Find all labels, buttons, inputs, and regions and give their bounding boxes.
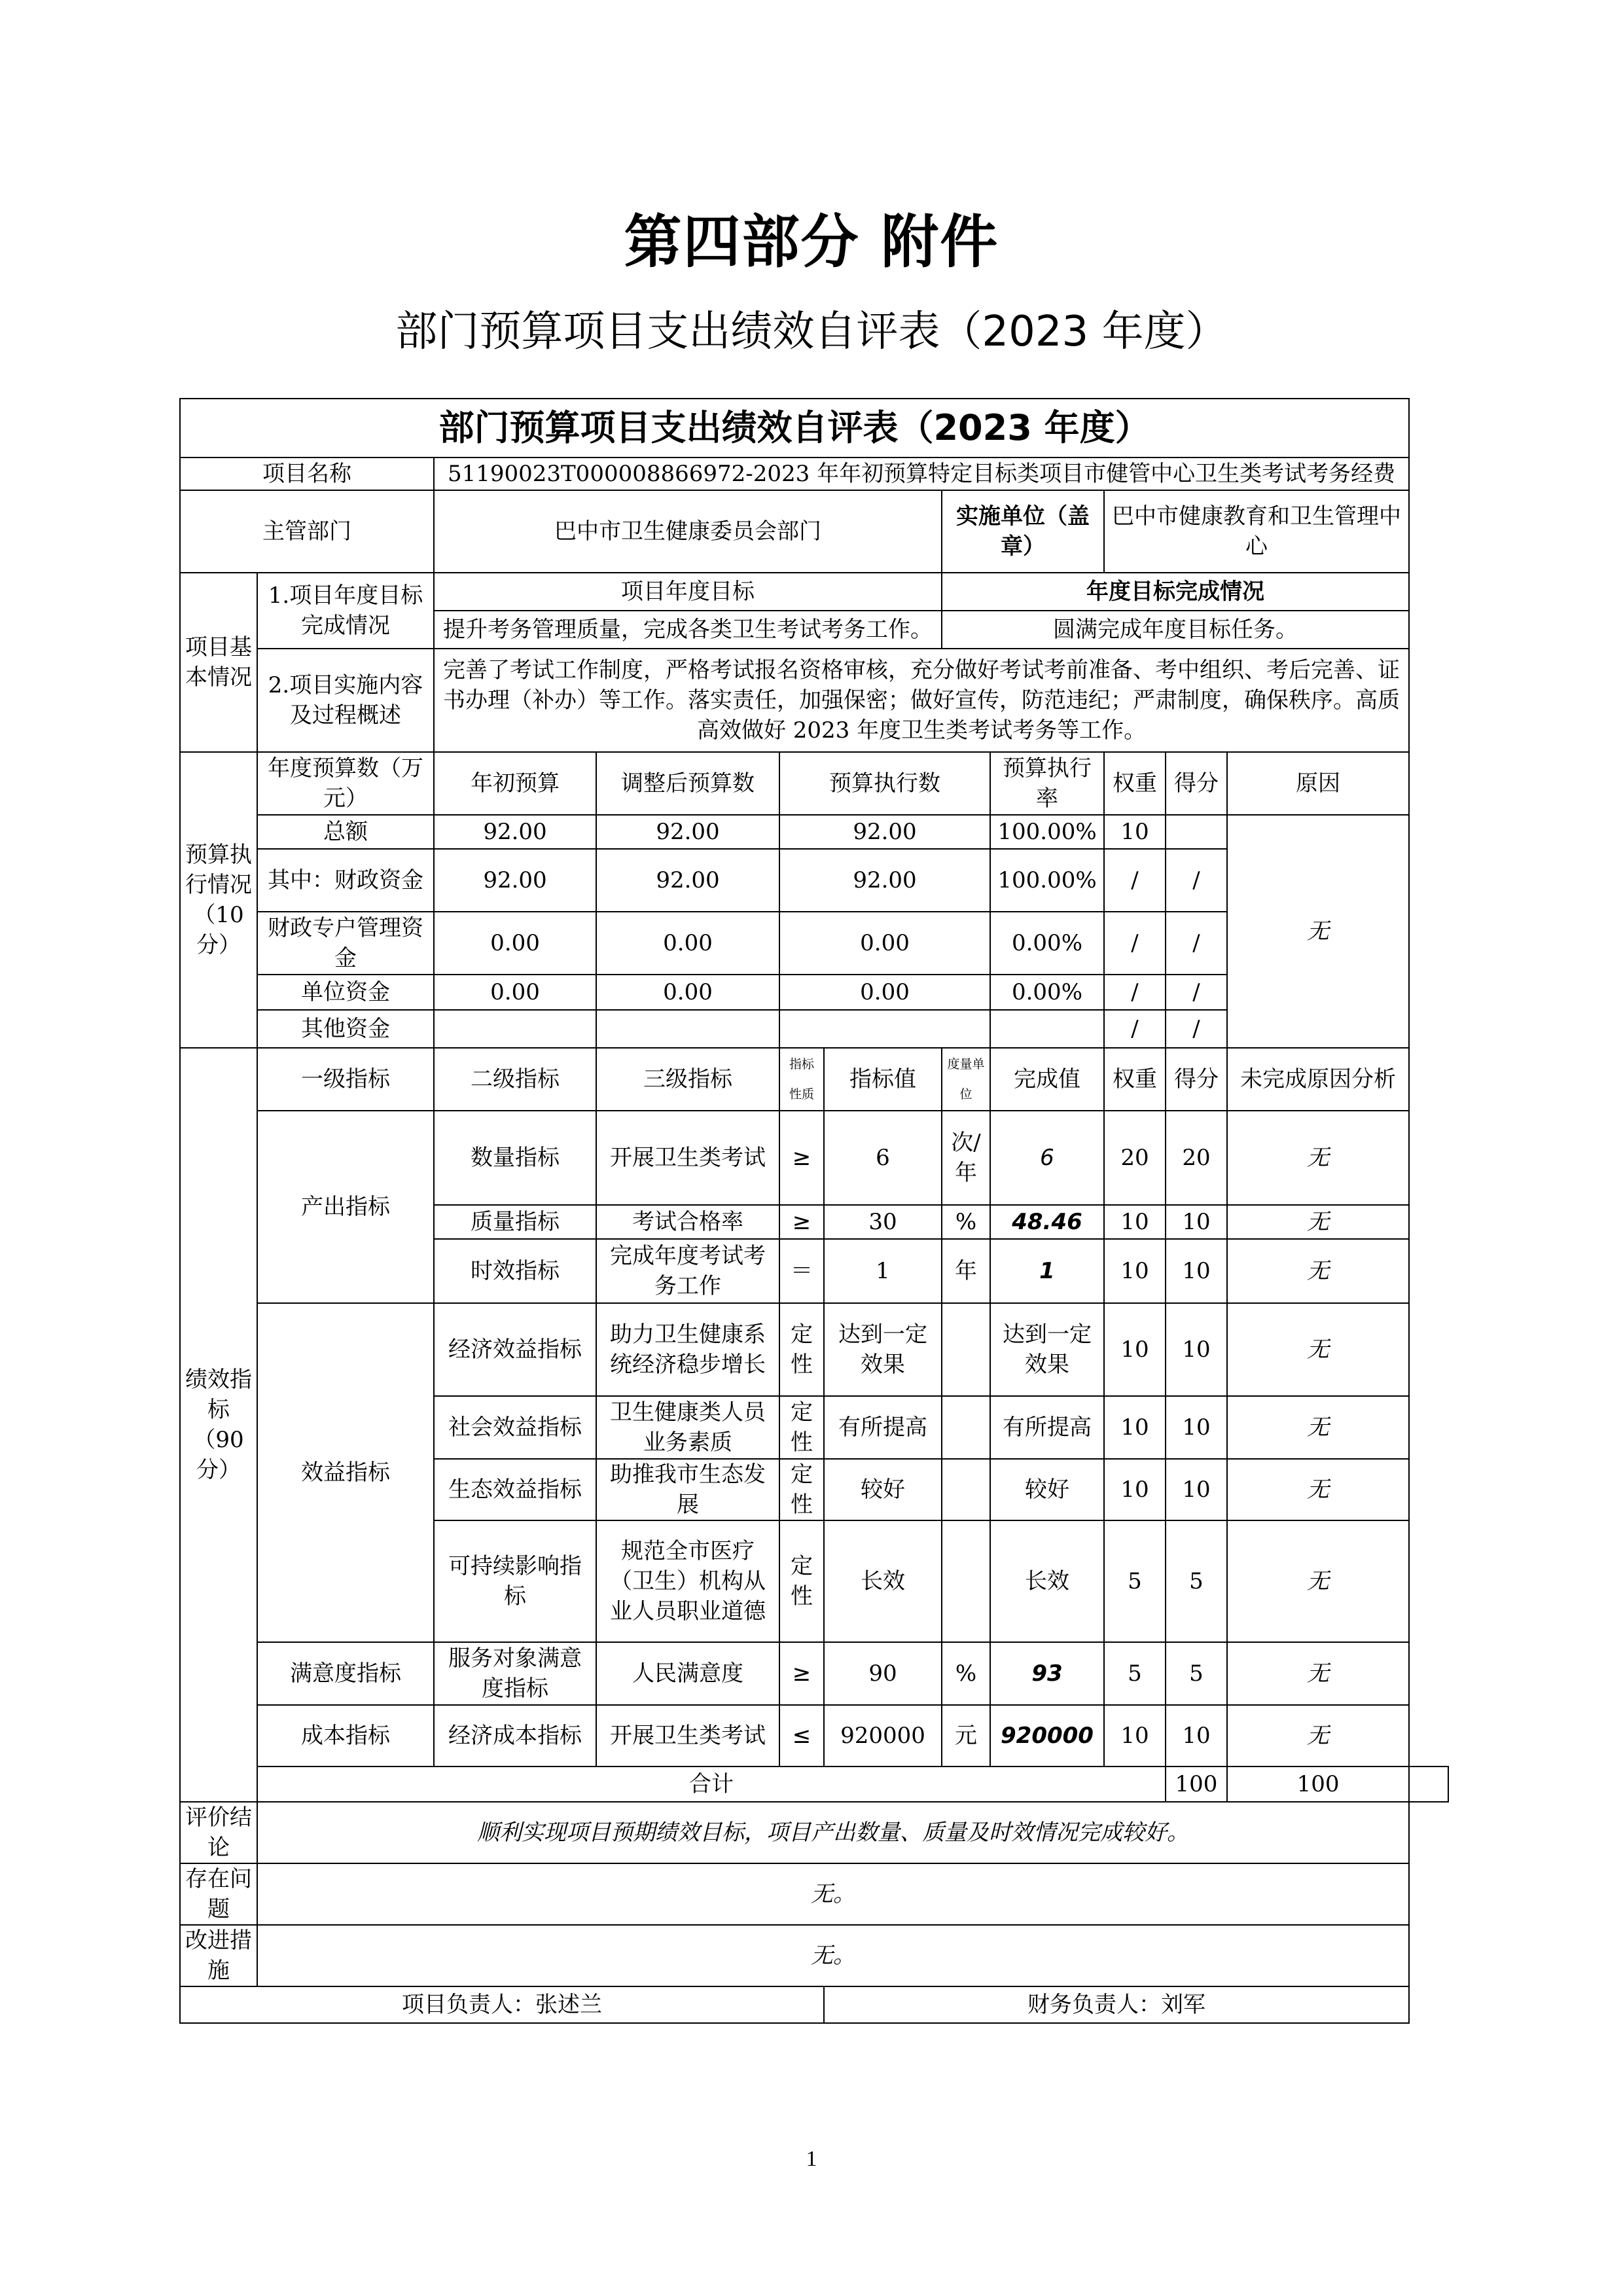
perf-weight: 10 [1104, 1396, 1166, 1459]
budget-adjusted: 92.00 [596, 849, 779, 912]
total-weight: 100 [1166, 1767, 1227, 1802]
perf-actual: 长效 [990, 1520, 1104, 1642]
perf-nature: ＝ [779, 1239, 824, 1303]
perf-header: 指标值 [824, 1048, 942, 1111]
budget-executed: 0.00 [779, 975, 990, 1010]
perf-weight: 10 [1104, 1205, 1166, 1239]
perf-value: 有所提高 [824, 1396, 942, 1459]
budget-reason: 无 [1227, 815, 1409, 1048]
perf-l2: 经济成本指标 [434, 1705, 596, 1767]
budget-row-label: 其中：财政资金 [257, 849, 434, 912]
goal-row-label: 1.项目年度目标完成情况 [257, 573, 434, 649]
budget-weight: / [1104, 849, 1166, 912]
perf-value: 长效 [824, 1520, 942, 1642]
perf-header: 一级指标 [257, 1048, 434, 1111]
perf-score: 10 [1166, 1303, 1227, 1396]
perf-nature: ≥ [779, 1205, 824, 1239]
dept-label: 主管部门 [180, 490, 434, 573]
perf-value: 1 [824, 1239, 942, 1303]
impl-unit-label: 实施单位（盖章） [942, 490, 1104, 573]
budget-row-label: 其他资金 [257, 1010, 434, 1048]
perf-l3: 考试合格率 [596, 1205, 779, 1239]
budget-row-label: 总额 [257, 815, 434, 849]
budget-adjusted [596, 1010, 779, 1048]
budget-initial: 92.00 [434, 815, 596, 849]
budget-header: 年初预算 [434, 752, 596, 815]
finance-leader: 财务负责人：刘军 [824, 1986, 1409, 2023]
process-text: 完善了考试工作制度，严格考试报名资格审核，充分做好考试考前准备、考中组织、考后完善、证书办理（补办）等工作。落实责任，加强保密；做好宣传，防范违纪；严肃制度，确保秩序。高质高效做好 2023 年度卫生类考试考务等工作。 [434, 649, 1409, 752]
budget-header: 预算执行率 [990, 752, 1104, 815]
project-name-label: 项目名称 [180, 457, 434, 490]
budget-executed: 92.00 [779, 815, 990, 849]
perf-reason: 无 [1227, 1303, 1409, 1396]
perf-group-cost: 成本指标 [257, 1705, 434, 1767]
perf-actual: 有所提高 [990, 1396, 1104, 1459]
perf-header: 未完成原因分析 [1227, 1048, 1409, 1111]
perf-score: 10 [1166, 1205, 1227, 1239]
perf-header: 权重 [1104, 1048, 1166, 1111]
perf-weight: 10 [1104, 1705, 1166, 1767]
budget-rate: 100.00% [990, 849, 1104, 912]
budget-row-label: 财政专户管理资金 [257, 912, 434, 975]
perf-l2: 生态效益指标 [434, 1459, 596, 1520]
budget-weight: / [1104, 975, 1166, 1010]
perf-actual: 48.46 [990, 1205, 1104, 1239]
impl-unit-value: 巴中市健康教育和卫生管理中心 [1104, 490, 1409, 573]
perf-l2: 时效指标 [434, 1239, 596, 1303]
perf-unit [942, 1459, 990, 1520]
page-number: 1 [806, 2147, 817, 2171]
budget-row-label: 单位资金 [257, 975, 434, 1010]
budget-initial [434, 1010, 596, 1048]
perf-group-satisfaction: 满意度指标 [257, 1642, 434, 1705]
budget-adjusted: 0.00 [596, 912, 779, 975]
budget-score [1166, 815, 1227, 849]
perf-header: 三级指标 [596, 1048, 779, 1111]
budget-initial: 0.00 [434, 912, 596, 975]
perf-nature: 定性 [779, 1520, 824, 1642]
perf-l2: 质量指标 [434, 1205, 596, 1239]
total-score: 100 [1227, 1767, 1409, 1802]
perf-actual: 1 [990, 1239, 1104, 1303]
budget-header: 年度预算数（万元） [257, 752, 434, 815]
perf-actual: 920000 [990, 1705, 1104, 1767]
dept-value: 巴中市卫生健康委员会部门 [434, 490, 942, 573]
perf-value: 6 [824, 1111, 942, 1205]
budget-score: / [1166, 912, 1227, 975]
perf-l2: 服务对象满意度指标 [434, 1642, 596, 1705]
problems-label: 存在问题 [180, 1863, 257, 1925]
perf-l3: 开展卫生类考试 [596, 1705, 779, 1767]
budget-header: 原因 [1227, 752, 1409, 815]
budget-executed: 0.00 [779, 912, 990, 975]
perf-nature: ≤ [779, 1705, 824, 1767]
budget-rate: 0.00% [990, 912, 1104, 975]
perf-actual: 达到一定效果 [990, 1303, 1104, 1396]
perf-reason: 无 [1227, 1239, 1409, 1303]
perf-score: 10 [1166, 1396, 1227, 1459]
perf-l3: 助推我市生态发展 [596, 1459, 779, 1520]
goal-text: 提升考务管理质量，完成各类卫生考试考务工作。 [434, 611, 942, 649]
budget-header: 得分 [1166, 752, 1227, 815]
perf-unit: % [942, 1642, 990, 1705]
perf-actual: 较好 [990, 1459, 1104, 1520]
perf-unit: 年 [942, 1239, 990, 1303]
perf-header: 二级指标 [434, 1048, 596, 1111]
perf-unit [942, 1303, 990, 1396]
budget-adjusted: 92.00 [596, 815, 779, 849]
budget-header: 预算执行数 [779, 752, 990, 815]
total-blank [1409, 1767, 1448, 1802]
perf-header: 完成值 [990, 1048, 1104, 1111]
perf-reason: 无 [1227, 1396, 1409, 1459]
perf-l3: 开展卫生类考试 [596, 1111, 779, 1205]
perf-nature: 定性 [779, 1396, 824, 1459]
perf-unit: % [942, 1205, 990, 1239]
perf-l3: 规范全市医疗（卫生）机构从业人员职业道德 [596, 1520, 779, 1642]
perf-weight: 10 [1104, 1459, 1166, 1520]
budget-header: 调整后预算数 [596, 752, 779, 815]
perf-value: 30 [824, 1205, 942, 1239]
conclusion-text: 顺利实现项目预期绩效目标，项目产出数量、质量及时效情况完成较好。 [257, 1802, 1409, 1863]
perf-nature: ≥ [779, 1642, 824, 1705]
perf-reason: 无 [1227, 1459, 1409, 1520]
budget-adjusted: 0.00 [596, 975, 779, 1010]
perf-score: 10 [1166, 1239, 1227, 1303]
perf-reason: 无 [1227, 1111, 1409, 1205]
completion-text: 圆满完成年度目标任务。 [942, 611, 1409, 649]
project-leader: 项目负责人：张述兰 [180, 1986, 824, 2023]
perf-nature: ≥ [779, 1111, 824, 1205]
perf-reason: 无 [1227, 1642, 1409, 1705]
perf-reason: 无 [1227, 1205, 1409, 1239]
goal-header: 项目年度目标 [434, 573, 942, 611]
budget-executed: 92.00 [779, 849, 990, 912]
perf-nature: 定性 [779, 1459, 824, 1520]
budget-header: 权重 [1104, 752, 1166, 815]
process-label: 2.项目实施内容及过程概述 [257, 649, 434, 752]
perf-weight: 10 [1104, 1239, 1166, 1303]
perf-l3: 人民满意度 [596, 1642, 779, 1705]
perf-reason: 无 [1227, 1520, 1409, 1642]
perf-unit: 次/年 [942, 1111, 990, 1205]
budget-rate [990, 1010, 1104, 1048]
perf-unit: 元 [942, 1705, 990, 1767]
budget-rate: 100.00% [990, 815, 1104, 849]
budget-executed [779, 1010, 990, 1048]
perf-l2: 社会效益指标 [434, 1396, 596, 1459]
perf-actual: 93 [990, 1642, 1104, 1705]
perf-value: 920000 [824, 1705, 942, 1767]
basic-section-label: 项目基本情况 [180, 573, 257, 752]
perf-unit [942, 1520, 990, 1642]
perf-nature: 定性 [779, 1303, 824, 1396]
perf-l2: 数量指标 [434, 1111, 596, 1205]
perf-value: 达到一定效果 [824, 1303, 942, 1396]
budget-score: / [1166, 849, 1227, 912]
budget-weight: / [1104, 1010, 1166, 1048]
perf-unit [942, 1396, 990, 1459]
budget-score: / [1166, 975, 1227, 1010]
perf-l3: 卫生健康类人员业务素质 [596, 1396, 779, 1459]
perf-l2: 经济效益指标 [434, 1303, 596, 1396]
problems-text: 无。 [257, 1863, 1409, 1925]
perf-weight: 10 [1104, 1303, 1166, 1396]
table-title: 部门预算项目支出绩效自评表（2023 年度） [180, 399, 1409, 457]
perf-group-benefit: 效益指标 [257, 1303, 434, 1642]
perf-weight: 20 [1104, 1111, 1166, 1205]
perf-score: 10 [1166, 1705, 1227, 1767]
perf-header: 指标性质 [779, 1048, 824, 1111]
perf-value: 较好 [824, 1459, 942, 1520]
perf-section-label: 绩效指标（90分） [180, 1048, 257, 1802]
completion-header: 年度目标完成情况 [942, 573, 1409, 611]
perf-score: 5 [1166, 1520, 1227, 1642]
perf-score: 5 [1166, 1642, 1227, 1705]
budget-initial: 0.00 [434, 975, 596, 1010]
measures-text: 无。 [257, 1925, 1409, 1986]
perf-l2: 可持续影响指标 [434, 1520, 596, 1642]
perf-group-output: 产出指标 [257, 1111, 434, 1303]
budget-weight: 10 [1104, 815, 1166, 849]
perf-reason: 无 [1227, 1705, 1409, 1767]
budget-rate: 0.00% [990, 975, 1104, 1010]
perf-score: 20 [1166, 1111, 1227, 1205]
measures-label: 改进措施 [180, 1925, 257, 1986]
perf-l3: 完成年度考试考务工作 [596, 1239, 779, 1303]
perf-l3: 助力卫生健康系统经济稳步增长 [596, 1303, 779, 1396]
total-label: 合计 [257, 1767, 1166, 1802]
performance-evaluation-table [179, 398, 1449, 2024]
budget-section-label: 预算执行情况（10分） [180, 752, 257, 1048]
budget-score: / [1166, 1010, 1227, 1048]
page-heading: 第四部分 附件 [624, 208, 999, 276]
perf-weight: 5 [1104, 1642, 1166, 1705]
perf-value: 90 [824, 1642, 942, 1705]
page-subheading: 部门预算项目支出绩效自评表（2023 年度） [395, 308, 1228, 356]
conclusion-label: 评价结论 [180, 1802, 257, 1863]
budget-initial: 92.00 [434, 849, 596, 912]
perf-header: 度量单位 [942, 1048, 990, 1111]
budget-weight: / [1104, 912, 1166, 975]
perf-actual: 6 [990, 1111, 1104, 1205]
perf-weight: 5 [1104, 1520, 1166, 1642]
project-name-value: 51190023T000008866972-2023 年年初预算特定目标类项目市健管中心卫生类考试考务经费 [434, 457, 1409, 490]
perf-header: 得分 [1166, 1048, 1227, 1111]
perf-score: 10 [1166, 1459, 1227, 1520]
